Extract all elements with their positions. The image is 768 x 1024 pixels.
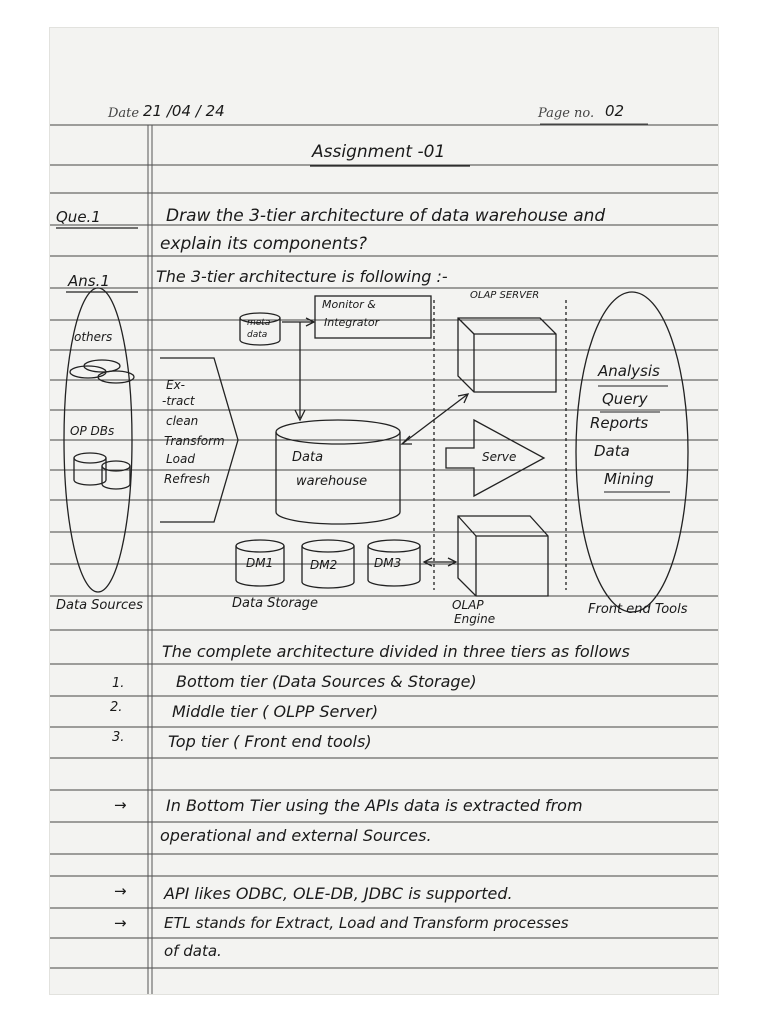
point-line: ETL stands for Extract, Load and Transform processes	[164, 914, 569, 932]
front-end-item: Query	[602, 390, 648, 408]
point-line: API likes ODBC, OLE-DB, JDBC is supported.	[164, 884, 513, 903]
monitor-label-2: Integrator	[324, 316, 380, 329]
front-end-item: Mining	[604, 470, 654, 488]
front-end-item: Analysis	[598, 362, 660, 380]
data-mart-label: DM2	[310, 558, 338, 572]
date-value: 21 /04 / 24	[143, 102, 225, 120]
etl-step: Ex-	[166, 378, 186, 392]
etl-step: Refresh	[164, 472, 211, 486]
op-dbs-label: OP DBs	[70, 424, 115, 438]
caption-front-end-tools: Front end Tools	[588, 602, 688, 617]
caption-data-storage: Data Storage	[232, 596, 319, 611]
warehouse-label-1: Data	[292, 450, 324, 465]
caption-olap-engine-1: OLAP	[452, 598, 484, 612]
data-mart-label: DM1	[246, 556, 274, 570]
caption-data-sources: Data Sources	[56, 598, 143, 613]
list-item: Bottom tier (Data Sources & Storage)	[176, 672, 477, 691]
page-title: Assignment -01	[312, 142, 446, 162]
front-end-item: Reports	[590, 414, 649, 432]
list-item: Top tier ( Front end tools)	[168, 732, 372, 751]
etl-step: -tract	[162, 394, 195, 408]
list-number: 2.	[110, 700, 123, 715]
olap-engine-cube	[458, 516, 548, 596]
caption-olap-engine-2: Engine	[454, 612, 496, 626]
point-line: of data.	[164, 942, 222, 960]
etl-step: Load	[166, 452, 195, 466]
monitor-label-1: Monitor &	[322, 298, 376, 311]
warehouse-label-2: warehouse	[296, 474, 368, 489]
date-label: Date	[108, 106, 140, 121]
question-line-1: Draw the 3-tier architecture of data warehouse and	[166, 206, 606, 226]
others-label: others	[74, 330, 113, 344]
point-line: operational and external Sources.	[160, 826, 432, 845]
point-arrow: →	[114, 914, 127, 932]
olap-server-label: OLAP SERVER	[470, 290, 540, 301]
data-mart-label: DM3	[374, 556, 402, 570]
etl-step: clean	[166, 414, 199, 428]
page-number: 02	[605, 102, 625, 120]
front-end-ellipse	[576, 292, 688, 612]
list-number: 3.	[112, 730, 125, 745]
question-label: Que.1	[56, 208, 101, 226]
front-end-item: Data	[594, 442, 630, 460]
point-line: In Bottom Tier using the APIs data is extracted from	[166, 796, 583, 815]
olap-server-cube	[458, 318, 556, 392]
point-arrow: →	[114, 882, 127, 900]
answer-label: Ans.1	[68, 272, 110, 290]
page-label: Page no.	[538, 106, 595, 121]
meta-data-label-2: data	[247, 330, 268, 340]
list-number: 1.	[112, 676, 125, 691]
etl-step: Transform	[164, 434, 225, 448]
answer-intro: The 3-tier architecture is following :-	[156, 267, 448, 286]
meta-data-label-1: meta	[247, 318, 271, 328]
question-line-2: explain its components?	[160, 234, 368, 254]
list-item: Middle tier ( OLPP Server)	[172, 702, 379, 721]
point-arrow: →	[114, 796, 127, 814]
architecture-lead: The complete architecture divided in three tiers as follows	[162, 642, 630, 661]
serve-label: Serve	[482, 450, 517, 464]
